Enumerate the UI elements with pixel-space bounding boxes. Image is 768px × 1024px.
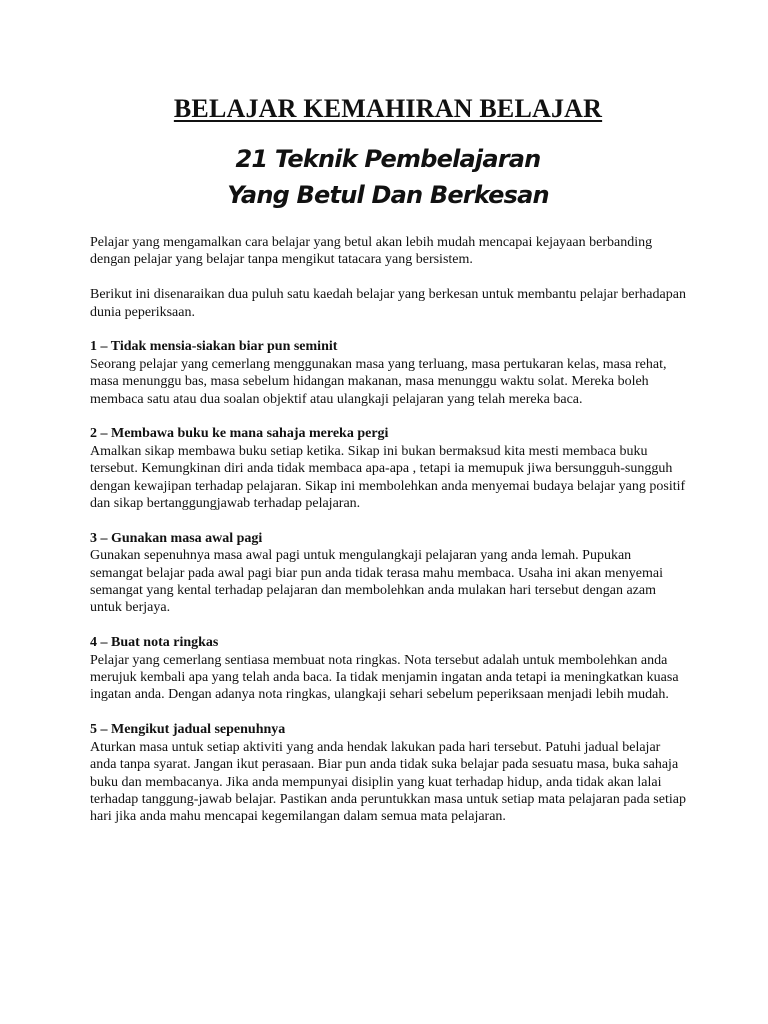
section-heading: 3 – Gunakan masa awal pagi: [90, 530, 263, 546]
subtitle-line-1: 21 Teknik Pembelajaran: [235, 145, 541, 173]
section-5: [90, 721, 686, 825]
section-heading: 1 – Tidak mensia-siakan biar pun seminit: [90, 339, 338, 355]
document-subtitle: [90, 141, 686, 213]
section-1: [90, 338, 686, 408]
section-4: [90, 634, 686, 704]
document-title: BELAJAR KEMAHIRAN BELAJAR: [173, 94, 603, 123]
section-text: Aturkan masa untuk setiap aktiviti yang anda hendak lakukan pada hari tersebut. Patuhi jadual belajar anda tanpa syarat. Jangan ikut perasaan. Biar pun anda tidak suka belajar pada sesuatu masa, buka sahaja buku dan membacanya. Jika anda mempunyai disiplin yang kuat terhadap hidup, anda tidak akan lalai terhadap tanggung-jawab belajar. Pastikan anda peruntukkan masa untuk setiap mata pelajaran pada setiap hari jika anda mahu mencapai kegemilangan dalam semua mata pelajaran.: [90, 739, 686, 825]
section-heading: 5 – Mengikut jadual sepenuhnya: [90, 722, 286, 738]
section-text: Pelajar yang cemerlang sentiasa membuat nota ringkas. Nota tersebut adalah untuk membolehkan anda merujuk kembali apa yang telah anda baca. Ia tidak menjamin ingatan anda tetapi ia meningkatkan kuasa ingatan anda. Dengan adanya nota ringkas, ulangkaji sehari sebelum peperiksaan menjadi lebih mudah.: [90, 652, 679, 703]
intro-paragraph: Berikut ini disenaraikan dua puluh satu kaedah belajar yang berkesan untuk membantu pelajar berhadapan dunia peperiksaan.: [90, 287, 686, 320]
document-body: [90, 234, 686, 826]
subtitle-line-2: Yang Betul Dan Berkesan: [227, 181, 549, 209]
section-text: Amalkan sikap membawa buku setiap ketika. Sikap ini bukan bermaksud kita mesti membaca buku tersebut. Kemungkinan diri anda tidak membaca apa-apa , tetapi ia memupuk jiwa bersungguh-sungguh dengan kewajipan terhadap pelajaran. Sikap ini membolehkan anda menyemai budaya belajar yang positif dan sikap bertanggungjawab terhadap pelajaran.: [90, 443, 686, 512]
section-text: Seorang pelajar yang cemerlang menggunakan masa yang terluang, masa pertukaran kelas, masa rehat, masa menunggu bas, masa sebelum hidangan makanan, masa menunggu waktu solat. Mereka boleh membaca satu atau dua soalan objektif atau ulangkaji pelajaran yang telah mereka baca.: [90, 356, 667, 407]
section-text: Gunakan sepenuhnya masa awal pagi untuk mengulangkaji pelajaran yang anda lemah. Pupukan semangat belajar pada awal pagi biar pun anda tidak terasa mahu membaca. Usaha ini akan menyemai semangat yang kental terhadap pelajaran dan membolehkan anda mulakan hari tersebut dengan azam untuk berjaya.: [90, 548, 663, 616]
section-heading: 2 – Membawa buku ke mana sahaja mereka pergi: [90, 426, 389, 442]
intro-paragraph: Pelajar yang mengamalkan cara belajar yang betul akan lebih mudah mencapai kejayaan berbanding dengan pelajar yang belajar tanpa mengikut tatacara yang bersistem.: [90, 235, 653, 268]
section-3: [90, 530, 686, 617]
section-2: [90, 425, 686, 512]
section-heading: 4 – Buat nota ringkas: [90, 635, 219, 651]
